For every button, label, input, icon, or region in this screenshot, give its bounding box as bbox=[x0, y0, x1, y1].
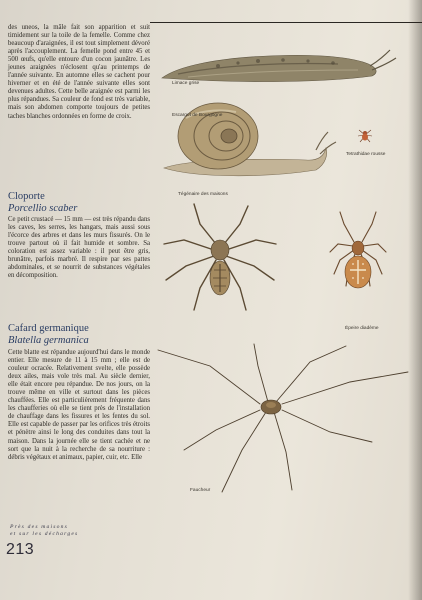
cloporte-text: Ce petit crustacé — 15 mm — est très répandu dans les caves, les serres, les hangars, mais aussi sous l'écorce des arbres et dans les murs fissurés. On le trouve partout où il fait humide et sombre. Sa coloration est assez variable : il peut être gris, brunâtre, parfois marbré. Il respire par ses pattes abdominales, et se nourrit de substances végétales en décomposition. bbox=[8, 216, 150, 280]
harvestman-illustration bbox=[150, 342, 412, 512]
caption-small-spider: Tetrathidae rousse bbox=[346, 152, 386, 157]
caption-cross-spider: Épeire diadème bbox=[345, 326, 379, 331]
cross-spider-illustration bbox=[328, 210, 388, 320]
section-latin-cafard: Blatella germanica bbox=[8, 335, 89, 346]
footer-note-line-2: et sur les décharges bbox=[10, 531, 79, 537]
section-text-cloporte bbox=[8, 216, 150, 280]
section-latin-cloporte: Porcellio scaber bbox=[8, 203, 78, 214]
house-spider-illustration bbox=[160, 200, 280, 330]
snail-illustration bbox=[156, 98, 336, 180]
section-title-cafard: Cafard germanique bbox=[8, 323, 89, 334]
header-rule bbox=[150, 22, 422, 23]
cafard-text: Cette blatte est répandue aujourd'hui dans le monde entier. Elle mesure de 11 à 15 mm ; elle est de couleur ocracée. Relativement svelte, elle possède deux ailes, mais vole très mal. Au siècle dernier, elle était encore peu répandue. De nos jours, on la trouve même en ville et surtout dans les pièces chauffées. Elle est particulièrement fréquente dans les chaufferies où elle se tient près de l'installation de chauffage dans les fissures et les fentes du sol. Elle est capable de passer par les orifices très étroits et pénètre ainsi le long des conduites dans tout la maison. Dans la journée elle se tient cachée et ne sort que la nuit à la recherche de sa nourriture : débris végétaux et animaux, papier, cuir, etc. Elle bbox=[8, 349, 150, 461]
page-edge-shadow bbox=[408, 0, 422, 600]
footer-note-line-1: Près des maisons bbox=[10, 524, 69, 530]
section-title-cloporte: Cloporte bbox=[8, 191, 45, 202]
caption-snail: Escargot de Bourgogne bbox=[172, 113, 223, 118]
caption-harvestman: Faucheur bbox=[190, 488, 211, 493]
caption-house-spider: Tégénaire des maisons bbox=[178, 192, 228, 197]
intro-paragraph bbox=[8, 24, 150, 121]
caption-slug: Limace grise bbox=[172, 81, 200, 86]
small-red-spider-illustration bbox=[356, 126, 374, 144]
intro-text: des uneos, la mâle fait son apparition et suit timidement sur la toile de la femelle. Comme chez beaucoup d'araignées, il est tout simplement dévoré après l'accouplement. La femelle pond entre 45 et 500 œufs, qu'elle entoure d'un cocon jaunâtre. Les jeunes araignées n'éclosent qu'au printemps de l'année suivante. En automne elles se cachent pour hiverner et en été de l'année suivante elles sont devenues adultes. Cette belle araignée est parmi les plus répandues. Sa couleur de fond est très variable, mais son abdomen comporte toujours de petites taches blanches ordonnées en forme de croix. bbox=[8, 24, 150, 120]
section-text-cafard bbox=[8, 349, 150, 462]
page-number: 213 bbox=[6, 541, 35, 558]
